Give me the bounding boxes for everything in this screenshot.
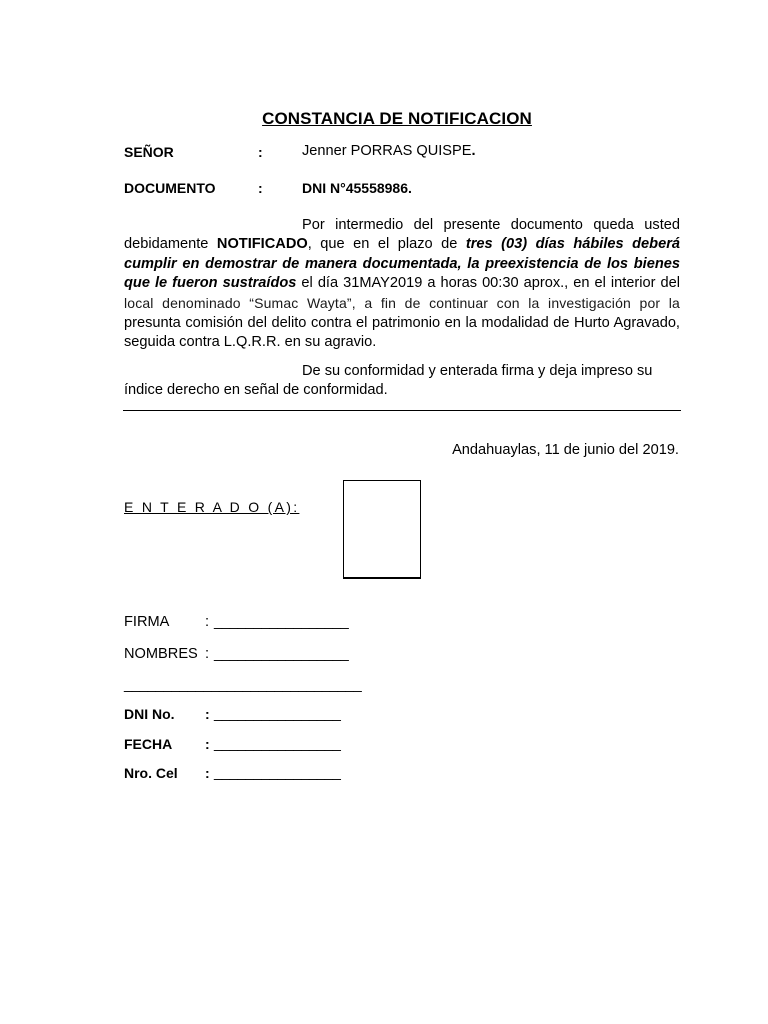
- senor-label: SEÑOR: [124, 144, 174, 160]
- divider-line: [123, 410, 681, 411]
- extra-blank-line: ______________________________: [124, 677, 362, 693]
- firma-colon: :: [205, 614, 210, 630]
- fecha-blank: ________________: [214, 736, 341, 752]
- nombres-label: NOMBRES: [124, 646, 198, 662]
- firma-blank: _________________: [214, 614, 349, 630]
- firma-label: FIRMA: [124, 614, 170, 630]
- senor-period: .: [471, 143, 476, 159]
- body-paragraph-2: [124, 362, 669, 401]
- p2-text: De su conformidad y enterada firma y deja impreso su índice derecho en señal de conformidad.: [124, 363, 653, 399]
- p1-intro: Por intermedio del presente documento queda usted debidamente: [124, 217, 680, 253]
- senor-value-line: [302, 143, 476, 159]
- page-title: CONSTANCIA DE NOTIFICACION: [262, 109, 532, 128]
- dni-label: DNI No.: [124, 706, 175, 722]
- senor-colon: :: [258, 144, 263, 160]
- p1-after: el día 31MAY2019 a horas 00:30 aprox., en el interior del: [296, 275, 681, 292]
- documento-colon: :: [258, 180, 263, 196]
- documento-value: DNI N°45558986.: [302, 180, 412, 196]
- nombres-blank: _________________: [214, 646, 349, 662]
- body-paragraph-1: [124, 216, 680, 353]
- dni-blank: ________________: [214, 706, 341, 722]
- dni-colon: :: [205, 706, 210, 722]
- p1-mid: , que en el plazo de: [307, 236, 466, 253]
- place-date: Andahuaylas, 11 de junio del 2019.: [452, 442, 679, 458]
- fingerprint-box: [343, 480, 421, 579]
- cel-label: Nro. Cel: [124, 765, 178, 781]
- documento-label: DOCUMENTO: [124, 180, 216, 196]
- p1-local: local denominado “Sumac Wayta”, a fin de continuar con la investigación por la: [124, 294, 680, 311]
- cel-blank: ________________: [214, 765, 341, 781]
- p1-bold-italic: tres (03) días hábiles deberá cumplir en demostrar de manera documentada, la preexistencia de los bienes que le fueron sustraídos: [124, 236, 680, 292]
- fecha-label: FECHA: [124, 736, 173, 752]
- senor-value: Jenner PORRAS QUISPE: [302, 143, 472, 159]
- enterado-label: E N T E R A D O (A):: [124, 499, 300, 515]
- fecha-colon: :: [205, 736, 210, 752]
- p1-end: presunta comisión del delito contra el patrimonio en la modalidad de Hurto Agravado, seguida contra L.Q.R.R. en su agravio.: [124, 315, 680, 351]
- nombres-colon: :: [205, 646, 210, 662]
- cel-colon: :: [205, 765, 210, 781]
- p1-notificado: NOTIFICADO: [216, 236, 308, 253]
